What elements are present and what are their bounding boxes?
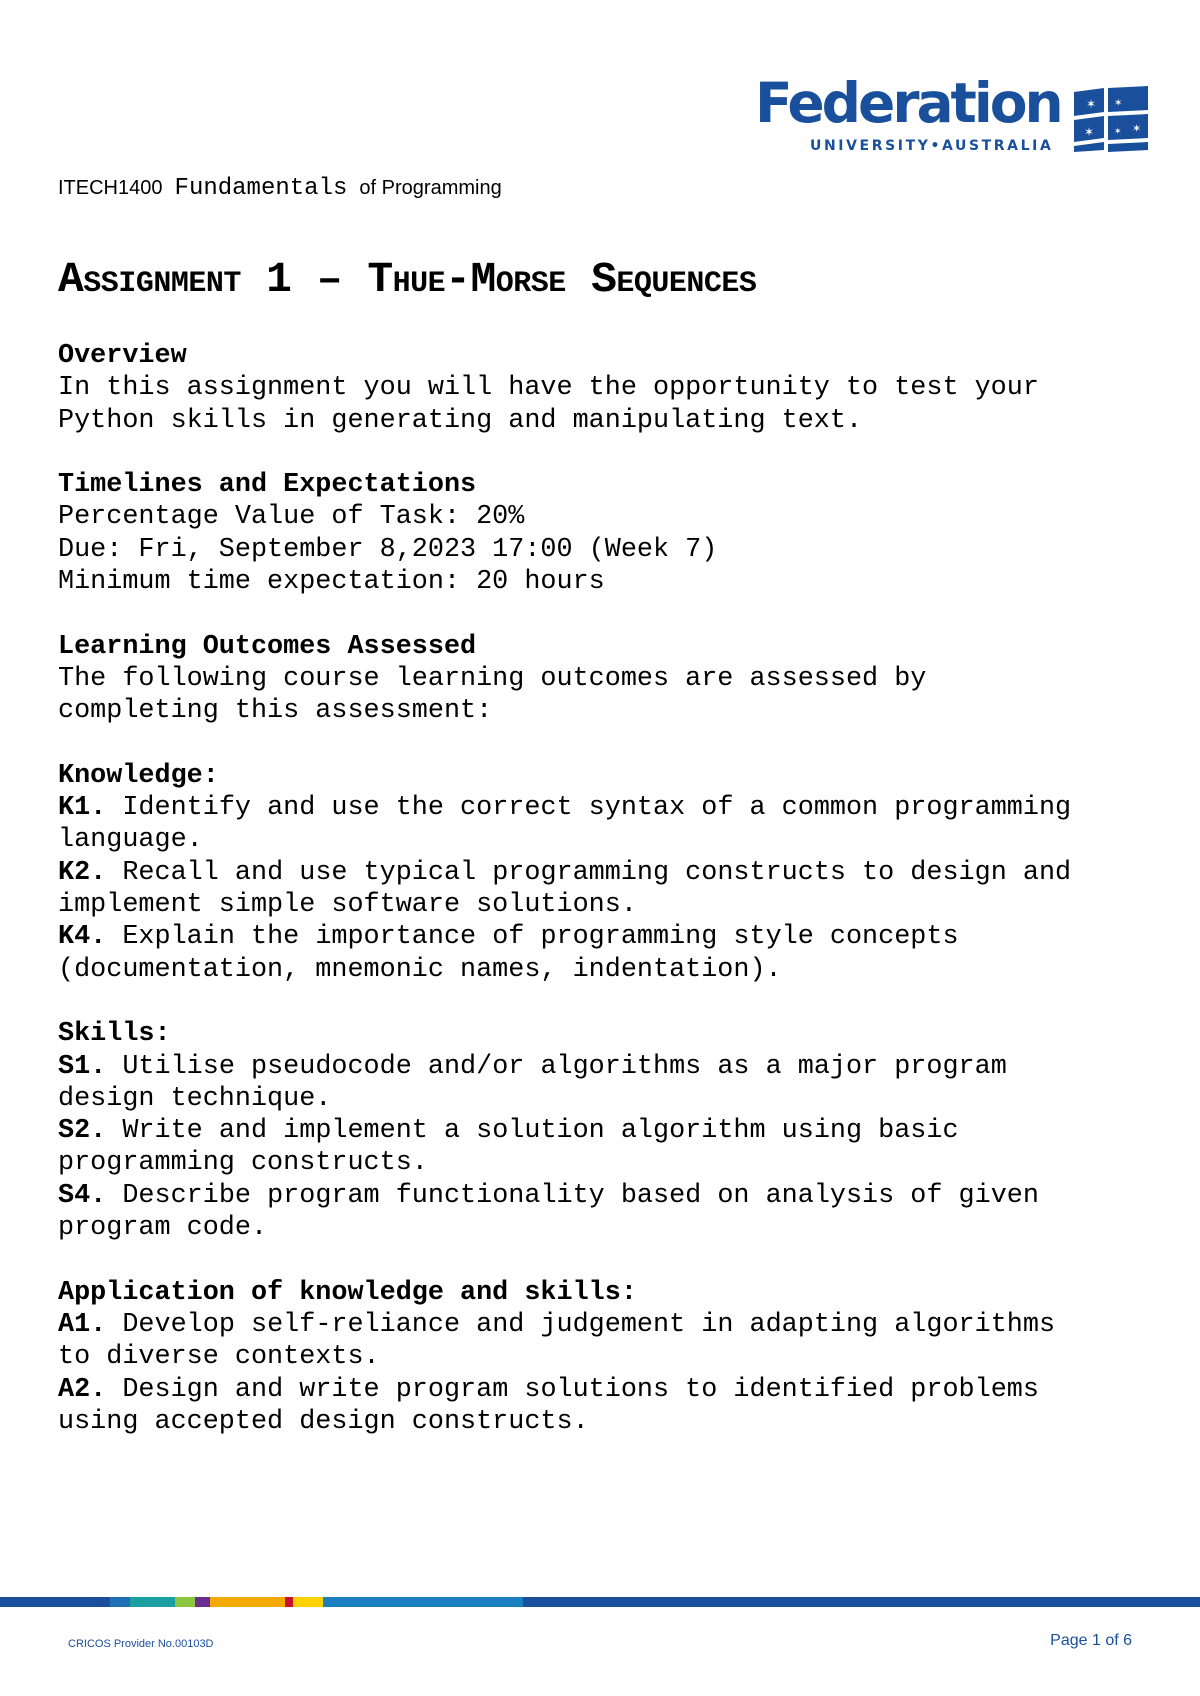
skills-item: S4. Describe program functionality based on analysis of given [58, 1180, 1039, 1211]
course-code: ITECH1400 [58, 177, 163, 199]
course-title-word: Fundamentals [174, 175, 348, 202]
overview-line: In this assignment you will have the opportunity to test your [58, 373, 1039, 404]
footer-bar-segment [293, 1597, 323, 1607]
skills-item: S1. Utilise pseudocode and/or algorithms as a major program [58, 1051, 1007, 1082]
footer-bar-segment [195, 1597, 210, 1607]
footer-bar-segment [110, 1597, 130, 1607]
svg-text:✶: ✶ [1132, 122, 1142, 135]
application-item: A2. Design and write program solutions to identified problems [58, 1374, 1039, 1405]
footer-bar-segment [210, 1597, 285, 1607]
application-item-cont: using accepted design constructs. [58, 1406, 589, 1437]
footer-bar-segment [523, 1597, 1200, 1607]
application-item: A1. Develop self-reliance and judgement in adapting algorithms [58, 1309, 1056, 1340]
outcomes-line: completing this assessment: [58, 696, 493, 727]
footer-bar-segment [323, 1597, 523, 1607]
footer-color-bar [0, 1597, 1200, 1607]
svg-text:✶: ✶ [1084, 125, 1095, 139]
timelines-heading: Timelines and Expectations [58, 470, 477, 501]
skills-item-cont: program code. [58, 1213, 268, 1244]
footer-bar-segment [130, 1597, 175, 1607]
application-heading: Application of knowledge and skills: [58, 1277, 637, 1308]
svg-text:✶: ✶ [1114, 127, 1122, 137]
skills-item-cont: design technique. [58, 1083, 332, 1114]
skills-item: S2. Write and implement a solution algorithm using basic [58, 1116, 959, 1147]
outcomes-line: The following course learning outcomes are assessed by [58, 663, 927, 694]
document-body [58, 340, 1158, 1438]
knowledge-item: K2. Recall and use typical programming constructs to design and [58, 857, 1072, 888]
logo-subtitle: UNIVERSITY•AUSTRALIA [810, 138, 1054, 154]
skills-heading: Skills: [58, 1019, 171, 1050]
timelines-line: Percentage Value of Task: 20% [58, 502, 525, 533]
page-number: Page 1 of 6 [1050, 1632, 1132, 1649]
course-title-rest: of Programming [359, 177, 502, 199]
knowledge-item-cont: (documentation, mnemonic names, indentation). [58, 954, 782, 985]
timelines-line: Minimum time expectation: 20 hours [58, 567, 605, 598]
overview-line: Python skills in generating and manipulating text. [58, 405, 863, 436]
footer-bar-segment [175, 1597, 195, 1607]
footer-bar-segment [0, 1597, 110, 1607]
svg-text:✶: ✶ [1086, 97, 1097, 111]
skills-item-cont: programming constructs. [58, 1148, 428, 1179]
svg-text:✶: ✶ [1114, 98, 1123, 109]
knowledge-item: K1. Identify and use the correct syntax of a common programming [58, 793, 1072, 824]
southern-cross-flag-icon [1070, 86, 1150, 152]
knowledge-item: K4. Explain the importance of programming style concepts [58, 922, 959, 953]
overview-heading: Overview [58, 341, 187, 371]
footer-bar-segment [285, 1597, 293, 1607]
cricos-provider-number: CRICOS Provider No.00103D [68, 1638, 214, 1650]
outcomes-heading: Learning Outcomes Assessed [58, 631, 477, 662]
course-header [58, 175, 502, 202]
page-title: Assignment 1 – Thue-Morse Sequences [58, 255, 757, 304]
knowledge-heading: Knowledge: [58, 760, 219, 791]
timelines-line: Due: Fri, September 8,2023 17:00 (Week 7) [58, 534, 718, 565]
university-logo [755, 71, 1155, 162]
application-item-cont: to diverse contexts. [58, 1342, 380, 1373]
logo-wordmark: Federation [755, 71, 1061, 135]
knowledge-item-cont: implement simple software solutions. [58, 890, 637, 921]
knowledge-item-cont: language. [58, 825, 203, 856]
